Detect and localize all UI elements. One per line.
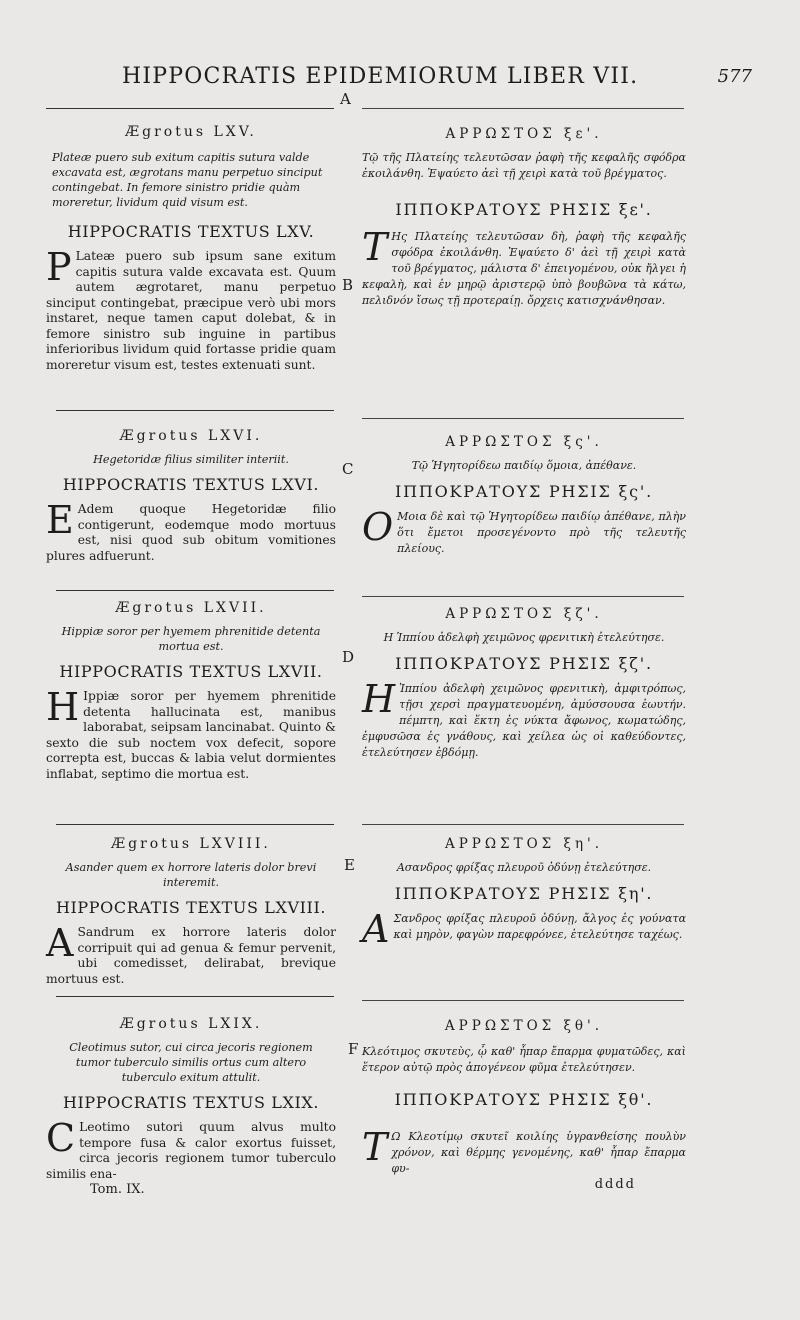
greek-section-65 — [362, 126, 686, 309]
section-rule — [362, 824, 684, 825]
section-summary: Τῷ Ἡγητορίδεω παιδίῳ ὅμοια, ἀπέθανε. — [411, 459, 637, 472]
drop-cap: A — [46, 921, 74, 965]
section-body — [362, 677, 686, 761]
section-text: Ippiæ soror per hyemem phrenitide detenta hallucinata est, manibus laborabat, seipsam lancinabat. Quinto & sexto die sub noctem vox defecit, sopore correpta est, buccas & labia velut dormientes inflabat, septimo die mortua est. — [46, 689, 336, 781]
section-text: Σανδρος φρίξας πλευροῦ ὀδύνῃ, ἄλγος ἐς γούνατα καὶ μηρὸν, φαγὼν παρεφρόνεε, ἐτελεύτησε ταχέως. — [393, 912, 686, 941]
section-rule — [56, 996, 334, 997]
drop-cap: H — [46, 685, 80, 729]
section-label: ΑΡΡΩΣΤΟΣ ξς'. — [445, 434, 603, 450]
section-rule — [46, 108, 334, 109]
section-text: Μοια δὲ καὶ τῷ Ἡγητορίδεω παιδίῳ ἀπέθανε, πλὴν ὅτι ἔμετοι προσεγένοντο πρὸ τῆς τελευτῆς πλείους. — [397, 510, 686, 555]
section-summary: Hegetoridæ filius similiter interiit. — [93, 453, 289, 466]
greek-section-67 — [362, 606, 686, 761]
section-summary: Ασανδρος φρίξας πλευροῦ ὀδύνῃ ἐτελεύτησε. — [396, 861, 652, 874]
latin-section-66 — [46, 428, 336, 564]
margin-letter-f: F — [348, 1040, 359, 1058]
latin-section-68 — [46, 836, 336, 987]
section-heading: ΙΠΠΟΚΡΑΤΟΥΣ ΡΗΣΙΣ ξθ'. — [394, 1090, 654, 1109]
latin-section-65 — [46, 124, 336, 373]
signature-mark: dddd — [594, 1177, 636, 1192]
section-label: ΑΡΡΩΣΤΟΣ ξε'. — [445, 126, 603, 142]
section-summary: Hippiæ soror per hyemem phrenitide detenta mortua est. — [61, 625, 321, 653]
section-text: Ἱππίου ἀδελφὴ χειμῶνος φρενιτικὴ, ἀμφιτρόπως, τῇσι χερσὶ πραγματευομένη, ἀμύσσουσα ἑωυτήν. πέμπτη, καὶ ἕκτη ἐς νύκτα ἄφωνος, κωματώδης, ἐμφυσῶσα ἐς γνάθους, καὶ χείλεα ὡς οἱ καθεύδοντες, ἐτελεύτησεν ἑβδόμῃ. — [362, 682, 686, 759]
section-summary: Cleotimus sutor, cui circa jecoris regionem tumor tuberculo similis ortus cum altero tuberculo exitum attulit. — [69, 1041, 313, 1084]
section-heading: HIPPOCRATIS TEXTUS LXIX. — [62, 1093, 320, 1112]
section-label: Ægrotus LXVII. — [115, 600, 267, 616]
section-label: ΑΡΡΩΣΤΟΣ ξη'. — [444, 836, 604, 852]
section-rule — [362, 1000, 684, 1001]
section-label: Ægrotus LXIX. — [119, 1016, 263, 1032]
section-text: Sandrum ex horrore lateris dolor corripuit qui ad genua & femur pervenit, ubi comedisset, delirabat, brevique mortuus est. — [46, 925, 336, 986]
page-number: 577 — [717, 66, 752, 87]
drop-cap: Α — [362, 907, 390, 951]
latin-section-67 — [46, 600, 336, 782]
section-summary: Κλεότιμος σκυτεὺς, ᾧ καθ' ἧπαρ ἔπαρμα φυματῶδες, καὶ ἕτερον αὐτῷ πρὸς ἀπογένεον φῦμα ἐτελεύτησεν. — [362, 1045, 686, 1074]
section-label: Ægrotus LXV. — [125, 124, 257, 140]
section-rule — [362, 596, 684, 597]
section-label: Ægrotus LXVI. — [119, 428, 263, 444]
drop-cap: Ο — [362, 505, 394, 549]
margin-letter-d: D — [342, 648, 355, 666]
section-text: Ης Πλατείης τελευτῶσαν δὴ, ῥαφὴ τῆς κεφαλῆς σφόδρα ἐκοιλάνθη. Ἐψαύετο δ' ἀεὶ τῇ χειρὶ κατὰ τοῦ βρέγματος, μάλιστα δ' ἐπειγομένου, οὐκ ἤλγει ἡ κεφαλὴ, καὶ ἐν μηρῷ ἀριστερῷ ὑπὸ βουβῶνα τὰ κάτω, πελιδνόν ἴσως τῇ προτεραίῃ. ὄρχεις κατισχνάνθησαν. — [362, 230, 686, 307]
section-body — [46, 245, 336, 373]
section-body — [46, 921, 336, 987]
section-label: ΑΡΡΩΣΤΟΣ ξζ'. — [445, 606, 603, 622]
drop-cap: P — [46, 245, 72, 289]
section-summary: Asander quem ex horrore lateris dolor brevi interemit. — [65, 861, 317, 889]
drop-cap: E — [46, 498, 74, 542]
section-body — [46, 1116, 336, 1182]
section-body — [46, 498, 336, 564]
greek-section-68 — [362, 836, 686, 951]
section-heading: ΙΠΠΟΚΡΑΤΟΥΣ ΡΗΣΙΣ ξζ'. — [395, 654, 653, 673]
section-body — [362, 907, 686, 951]
section-heading: HIPPOCRATIS TEXTUS LXVIII. — [55, 898, 327, 917]
section-summary: Plateæ puero sub exitum capitis sutura valde excavata est, ægrotans manu perpetuo sinciput contingebat. In femore sinistro pridie quàm moreretur, lividum quid visum est. — [52, 151, 323, 209]
section-body — [362, 505, 686, 557]
section-rule — [56, 410, 334, 411]
running-head — [40, 64, 760, 90]
volume-label: Tom. IX. — [90, 1182, 145, 1197]
latin-section-69 — [46, 1016, 336, 1197]
section-text: Leotimo sutori quum alvus multo tempore fusa & calor exortus fuisset, circa jecoris regionem tumor tuberculo similis ena- — [46, 1120, 336, 1181]
section-body — [362, 225, 686, 309]
section-heading: ΙΠΠΟΚΡΑΤΟΥΣ ΡΗΣΙΣ ξς'. — [395, 482, 653, 501]
section-text: Adem quoque Hegetoridæ filio contigerunt, eodemque modo mortuus est, nisi quod sub obitum vomitiones plures adfuerunt. — [46, 502, 336, 563]
section-rule — [362, 418, 684, 419]
drop-cap: C — [46, 1116, 76, 1160]
greek-section-66 — [362, 434, 686, 557]
section-rule — [362, 108, 684, 109]
section-label: Ægrotus LXVIII. — [111, 836, 271, 852]
section-heading: HIPPOCRATIS TEXTUS LXVI. — [62, 475, 320, 494]
margin-letter-e: E — [344, 856, 355, 874]
section-text: Ω Κλεοτίμῳ σκυτεῖ κοιλίης ὑγρανθείσης πουλὺν χρόνον, καὶ θέρμης γενομένης, καθ' ἧπαρ ἔπαρμα φυ- — [391, 1130, 686, 1175]
drop-cap: Τ — [362, 225, 388, 269]
section-heading: HIPPOCRATIS TEXTUS LXVII. — [59, 662, 323, 681]
drop-cap: Η — [362, 677, 396, 721]
running-title: HIPPOCRATIS EPIDEMIORUM LIBER VII. — [122, 64, 639, 89]
margin-letter-a: A — [340, 90, 351, 108]
section-heading: ΙΠΠΟΚΡΑΤΟΥΣ ΡΗΣΙΣ ξη'. — [394, 884, 654, 903]
margin-letter-b: B — [342, 276, 354, 294]
section-text: Lateæ puero sub ipsum sane exitum capitis sutura valde excavata est. Quum autem ægrotaret, manu perpetuo sinciput contingebat, præcipue verò ubi mors instaret, neque tamen caput dolebat, & in femore sinistro sub inguine in partibus inferioribus lividum quid fortasse pridie quam moreretur visum est, testes extenuati sunt. — [46, 249, 336, 372]
section-heading: ΙΠΠΟΚΡΑΤΟΥΣ ΡΗΣΙΣ ξε'. — [395, 200, 653, 219]
section-heading: HIPPOCRATIS TEXTUS LXV. — [67, 222, 315, 241]
greek-section-69 — [362, 1018, 686, 1192]
section-body — [46, 685, 336, 782]
drop-cap: Τ — [362, 1125, 388, 1169]
margin-letter-c: C — [342, 460, 354, 478]
section-rule — [56, 590, 334, 591]
section-label: ΑΡΡΩΣΤΟΣ ξθ'. — [444, 1018, 604, 1034]
section-summary: Η Ἱππίου ἀδελφὴ χειμῶνος φρενιτικὴ ἐτελεύτησε. — [383, 631, 665, 644]
section-summary: Τῷ τῆς Πλατείης τελευτῶσαν ῥαφὴ τῆς κεφαλῆς σφόδρα ἐκοιλάνθη. Ἐψαύετο ἀεὶ τῇ χειρὶ κατὰ τοῦ βρέγματος. — [362, 151, 686, 180]
section-rule — [56, 824, 334, 825]
section-body — [362, 1125, 686, 1177]
